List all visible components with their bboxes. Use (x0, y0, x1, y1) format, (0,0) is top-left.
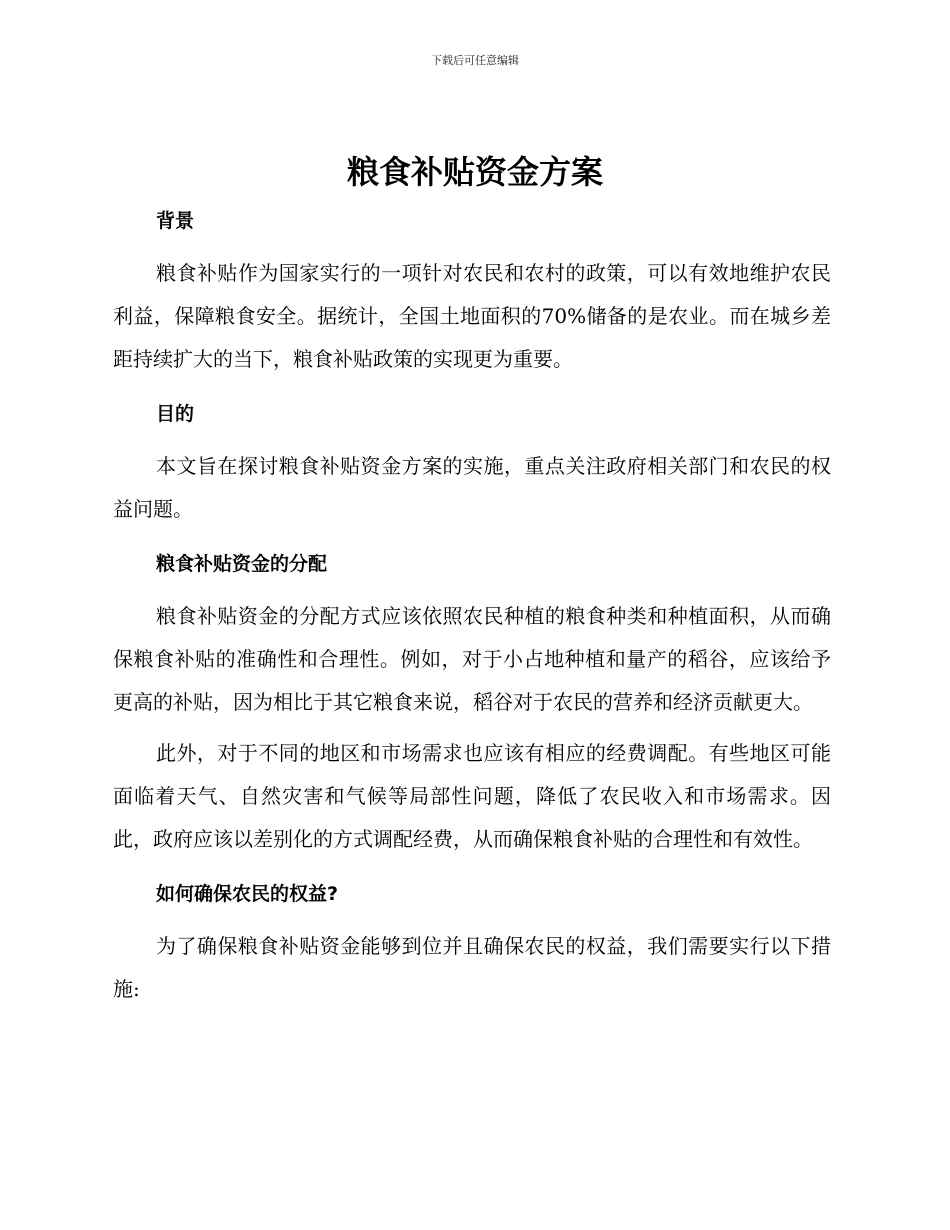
section-purpose (113, 393, 831, 531)
section-heading: 目的 (156, 403, 195, 425)
section-allocation (113, 543, 831, 861)
paragraph: 粮食补贴资金的分配方式应该依照农民种植的粮食种类和种植面积，从而确保粮食补贴的准确性和合理性。例如，对于小占地种植和量产的稻谷，应该给予更高的补贴，因为相比于其它粮食来说，稻谷对于农民的营养和经济贡献更大。 (113, 604, 831, 714)
header-note: 下载后可任意编辑 (431, 54, 519, 67)
paragraph: 粮食补贴作为国家实行的一项针对农民和农村的政策，可以有效地维护农民利益，保障粮食安全。据统计，全国土地面积的70%储备的是农业。而在城乡差距持续扩大的当下，粮食补贴政策的实现更为重要。 (113, 261, 831, 371)
section-farmer-rights (113, 873, 831, 1011)
section-heading: 如何确保农民的权益? (156, 883, 339, 905)
paragraph: 为了确保粮食补贴资金能够到位并且确保农民的权益，我们需要实行以下措施: (113, 934, 831, 1001)
paragraph: 本文旨在探讨粮食补贴资金方案的实施，重点关注政府相关部门和农民的权益问题。 (113, 454, 831, 521)
document-title: 粮食补贴资金方案 (346, 153, 603, 191)
section-background (113, 200, 831, 381)
section-heading: 背景 (156, 210, 195, 232)
paragraph: 此外，对于不同的地区和市场需求也应该有相应的经费调配。有些地区可能面临着天气、自然灾害和气候等局部性问题，降低了农民收入和市场需求。因此，政府应该以差别化的方式调配经费，从而确保粮食补贴的合理性和有效性。 (113, 741, 831, 851)
document-body (113, 200, 831, 1011)
section-heading: 粮食补贴资金的分配 (156, 553, 328, 575)
